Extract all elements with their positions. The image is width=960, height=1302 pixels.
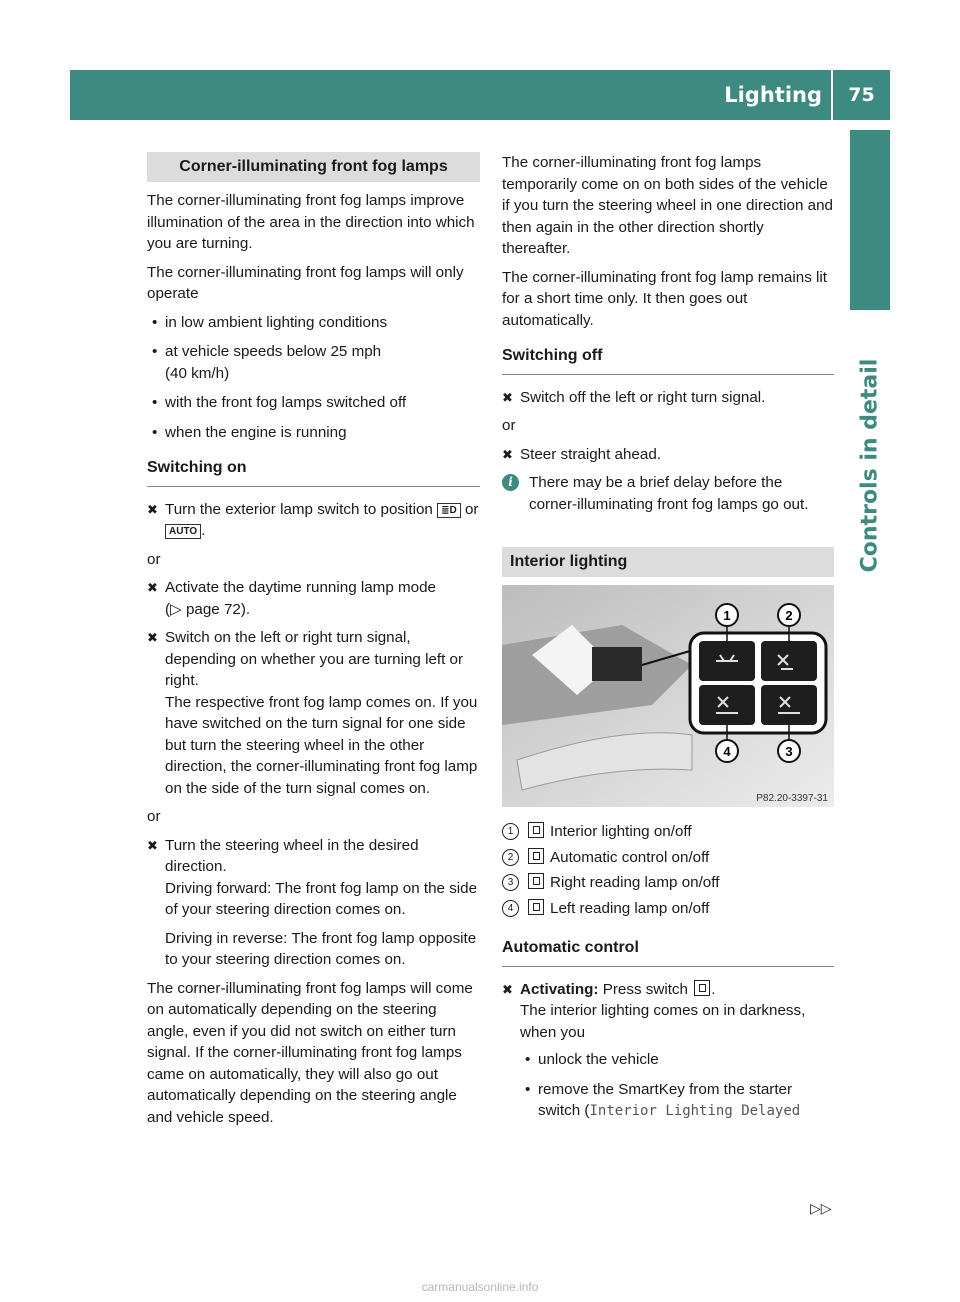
chapter-label-text: Controls in detail	[857, 358, 883, 572]
legend-item	[502, 847, 834, 869]
continued-arrow-icon: ▷▷	[810, 1200, 832, 1216]
interior-lighting-figure	[502, 585, 834, 807]
legend-text: Right reading lamp on/off	[550, 874, 720, 891]
info-note-text: There may be a brief delay before the corner-illuminating front fog lamps go out.	[529, 474, 809, 513]
subheading-automatic-control: Automatic control	[502, 937, 834, 967]
or-label: or	[147, 550, 161, 568]
watermark: carmanualsonline.info	[421, 1280, 539, 1294]
step-item	[147, 499, 480, 542]
legend-number: 2	[502, 849, 519, 866]
or-label: or	[147, 808, 161, 825]
callout-4-label: 4	[723, 744, 731, 759]
callout-3-label: 3	[785, 744, 793, 759]
callout-2-label: 2	[785, 608, 793, 623]
step-arrow-icon: ✖	[147, 630, 158, 645]
step-arrow-icon: ✖	[502, 446, 513, 462]
paragraph: The corner-illuminating front fog lamp remains lit for a short time only. It then goes out automatically.	[502, 268, 827, 329]
header-bar	[70, 70, 890, 120]
page-number: 75	[848, 84, 875, 106]
step-text: or	[464, 500, 479, 518]
step-result-text: Driving forward: The front fog lamp on the side of your steering direction comes on.	[165, 879, 478, 918]
legend-text: Automatic control on/off	[550, 848, 710, 866]
step-text: Activate the daytime running lamp mode	[165, 579, 436, 596]
legend-item	[502, 898, 834, 920]
legend-text: Left reading lamp on/off	[550, 899, 710, 917]
step-text: Steer straight ahead.	[520, 445, 661, 463]
legend-number: 4	[502, 900, 519, 917]
list-item	[147, 341, 480, 384]
section-title: Lighting	[724, 83, 822, 107]
display-message-text: Interior Lighting Delayed	[589, 1103, 801, 1119]
page-reference-link[interactable]: (▷ page 72).	[165, 600, 251, 618]
step-item	[147, 835, 480, 971]
callout-1-label: 1	[723, 608, 731, 623]
step-arrow-icon: ✖	[147, 580, 158, 595]
step-text: Turn the exterior lamp switch to position	[165, 500, 433, 518]
info-note	[502, 472, 834, 515]
left-column	[147, 152, 480, 1135]
chapter-label	[852, 320, 888, 610]
step-text: Switch off the left or right turn signal.	[520, 388, 766, 406]
list-item: • with the front fog lamps switched off	[147, 392, 480, 414]
step-text: .	[201, 522, 206, 539]
list-item	[520, 1079, 834, 1123]
step-result-text: The respective front fog lamp comes on. If you have switched on the turn signal for one side but turn the steering wheel in the other direction, the corner-illuminating front fog lamp on the side of the turn signal comes on.	[165, 693, 478, 797]
step-arrow-icon: ✖	[502, 389, 513, 405]
right-column	[502, 152, 834, 1131]
step-result-text: Driving in reverse: The front fog lamp opposite to your steering direction comes on.	[165, 929, 477, 968]
subheading-switching-off: Switching off	[502, 345, 834, 375]
paragraph: The corner-illuminating front fog lamps temporarily come on on both sides of the vehicle if you turn the steering wheel in one direction and then again in the other direction shortly thereafter.	[502, 154, 833, 257]
low-beam-symbol-icon: ≣D	[437, 503, 461, 518]
step-text: Turn the steering wheel in the desired direction.	[165, 836, 419, 875]
legend-item	[502, 872, 834, 894]
step-item	[147, 627, 480, 799]
step-result-text: The interior lighting comes on in darkness, when you	[520, 1002, 806, 1041]
figure-code: P82.20-3397-31	[756, 793, 828, 804]
interior-light-symbol-icon	[528, 822, 544, 838]
legend-text: Interior lighting on/off	[550, 823, 692, 840]
or-label: or	[502, 417, 516, 434]
info-icon: i	[502, 474, 519, 491]
step-text: Switch on the left or right turn signal, depending on whether you are turning left or right.	[165, 629, 464, 689]
step-arrow-icon: ✖	[147, 837, 158, 853]
legend-number: 3	[502, 874, 519, 891]
legend-item	[502, 821, 834, 843]
switch-module-shape	[592, 647, 642, 681]
switch-2	[761, 641, 817, 681]
section-heading-interior-lighting: Interior lighting	[502, 547, 834, 577]
legend-number: 1	[502, 823, 519, 840]
list-item-text: at vehicle speeds below 25 mph	[165, 343, 382, 360]
paragraph: The corner-illuminating front fog lamps will only operate	[147, 263, 464, 302]
step-item	[502, 387, 834, 409]
step-item: ✖ Activating: Press switch . The interior lighting comes on in darkness, when you • unlock the vehicle • remove the SmartKey from the starter switch (Interior Lighting Delayed	[502, 979, 834, 1123]
step-arrow-icon: ✖	[147, 501, 158, 517]
step-text: Press switch	[602, 980, 688, 998]
reading-lamp-symbol-icon	[528, 873, 544, 889]
chapter-tab	[850, 130, 890, 310]
reading-lamp-symbol-icon	[528, 899, 544, 915]
step-label: Activating:	[520, 980, 599, 998]
step-arrow-icon: ✖	[502, 981, 513, 997]
overhead-control-panel-illustration	[502, 585, 834, 807]
list-item: • in low ambient lighting conditions	[147, 312, 480, 334]
automatic-control-symbol-icon	[694, 980, 710, 996]
step-item	[147, 577, 480, 620]
paragraph: The corner-illuminating front fog lamps improve illumination of the area in the direction into which you are turning.	[147, 192, 475, 252]
list-item-text: (40 km/h)	[165, 364, 230, 382]
subheading-switching-on: Switching on	[147, 457, 480, 487]
automatic-control-symbol-icon	[528, 848, 544, 864]
list-item: • when the engine is running	[147, 422, 480, 444]
list-item: • unlock the vehicle	[520, 1049, 834, 1071]
paragraph: The corner-illuminating front fog lamps will come on automatically depending on the steering angle, even if you did not switch on either turn signal. If the corner-illuminating front fog lamps came on automatically, they will also go out automatically depending on the steering angle and vehicle speed.	[147, 979, 473, 1126]
section-heading-fog-lamps: Corner-illuminating front fog lamps	[147, 152, 480, 182]
auto-symbol-icon: AUTO	[165, 524, 201, 539]
step-item	[502, 444, 834, 466]
list-item-text: remove the SmartKey from the starter switch (	[538, 1080, 793, 1119]
